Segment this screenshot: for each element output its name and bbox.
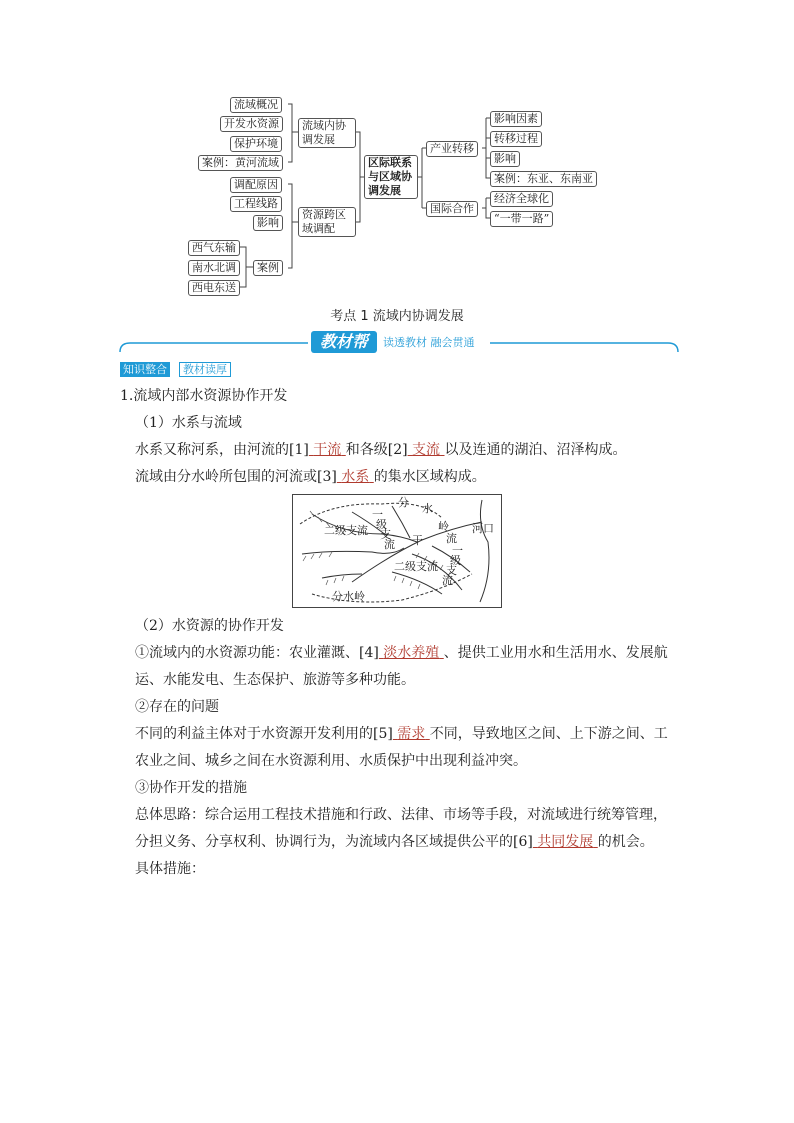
mindmap-node: 开发水资源: [220, 116, 283, 132]
mindmap-node: 案例：东亚、东南亚: [490, 171, 597, 187]
mindmap-node: 流域概况: [230, 97, 282, 113]
paragraph: ①流域内的水资源功能：农业灌溉、[4] 淡水养殖 、提供工业用水和生活用水、发展航: [135, 645, 668, 661]
mindmap-node: “一带一路”: [490, 211, 553, 227]
mindmap-node: 西电东送: [188, 280, 240, 296]
mindmap-node: 转移过程: [490, 131, 542, 147]
map-label-primary: 级: [376, 518, 387, 531]
tag-textbook: 教材读厚: [179, 362, 231, 377]
map-label-divide: 分: [398, 496, 409, 509]
answer-6: 共同发展: [537, 834, 594, 850]
map-label-primary: 一: [452, 544, 463, 557]
subheading: ③协作开发的措施: [135, 780, 247, 796]
map-label-estuary: 河口: [472, 522, 494, 535]
banner-title: 教材帮: [311, 331, 377, 353]
mindmap-node: 经济全球化: [490, 191, 553, 207]
mindmap-branch: 国际合作: [426, 201, 478, 217]
mindmap-node: 影响: [490, 151, 520, 167]
mindmap-node: 南水北调: [188, 260, 240, 276]
map-label-secondary: 二级支流: [324, 524, 368, 537]
section-title: 1.流域内部水资源协作开发: [120, 388, 288, 404]
tag-knowledge: 知识整合: [120, 362, 170, 377]
mindmap-node: 影响: [253, 215, 283, 231]
answer-4: 淡水养殖: [383, 645, 440, 661]
paragraph: 流域由分水岭所包围的河流或[3] 水系 的集水区域构成。: [135, 469, 486, 485]
subheading: ②存在的问题: [135, 699, 219, 715]
map-label-primary: 支: [446, 564, 457, 577]
mindmap-node: 调配原因: [230, 177, 282, 193]
banner-rule: [0, 0, 794, 360]
paragraph: 分担义务、分享权利、协调行为，为流域内各区域提供公平的[6] 共同发展 的机会。: [135, 834, 654, 850]
mindmap-branch: 产业转移: [426, 141, 478, 157]
map-label-main: 干: [412, 534, 423, 547]
banner-subtitle: 读透教材 融会贯通: [383, 336, 475, 349]
mindmap-node: 案例：黄河流域: [198, 155, 283, 171]
subsection-title: （1）水系与流域: [135, 415, 242, 431]
map-label-primary: 级: [450, 554, 461, 567]
answer-5: 需求: [397, 726, 426, 742]
paragraph: 具体措施：: [135, 861, 205, 877]
map-label-primary: 流: [442, 574, 453, 587]
map-label-divide: 岭: [438, 520, 449, 533]
map-label-primary: 流: [384, 538, 395, 551]
mindmap-node: 工程线路: [230, 196, 282, 212]
section-caption: 考点 1 流域内协调发展: [330, 309, 464, 324]
subsection-title: （2）水资源的协作开发: [135, 618, 284, 634]
mindmap-node: 案例: [253, 260, 283, 276]
mindmap-center: 区际联系与区域协调发展: [364, 155, 418, 199]
answer-3: 水系: [341, 469, 370, 485]
mindmap-branch: 资源跨区域调配: [298, 207, 356, 237]
mindmap-branch: 流域内协调发展: [298, 118, 356, 148]
paragraph: 不同的利益主体对于水资源开发利用的[5] 需求 不同，导致地区之间、上下游之间、工: [135, 726, 668, 742]
mindmap-node: 西气东输: [188, 240, 240, 256]
paragraph: 运、水能发电、生态保护、旅游等多种功能。: [135, 672, 415, 688]
paragraph: 水系又称河系，由河流的[1] 干流 和各级[2] 支流 以及连通的湖泊、沼泽构成。: [135, 442, 627, 458]
answer-1: 干流: [313, 442, 342, 458]
paragraph: 总体思路：综合运用工程技术措施和行政、法律、市场等手段，对流域进行统筹管理，: [135, 807, 667, 823]
map-label-secondary: 二级支流: [394, 560, 438, 573]
map-label-primary: 支: [380, 528, 391, 541]
paragraph: 农业之间、城乡之间在水资源利用、水质保护中出现利益冲突。: [135, 753, 527, 769]
answer-2: 支流: [412, 442, 441, 458]
map-label-primary: 一: [372, 508, 383, 521]
map-label-divide: 水: [422, 502, 433, 515]
map-label-divide: 分水岭: [332, 590, 365, 603]
map-label-main: 流: [446, 532, 457, 545]
mindmap-node: 影响因素: [490, 111, 542, 127]
river-basin-map: [292, 494, 502, 608]
mindmap-node: 保护环境: [230, 136, 282, 152]
